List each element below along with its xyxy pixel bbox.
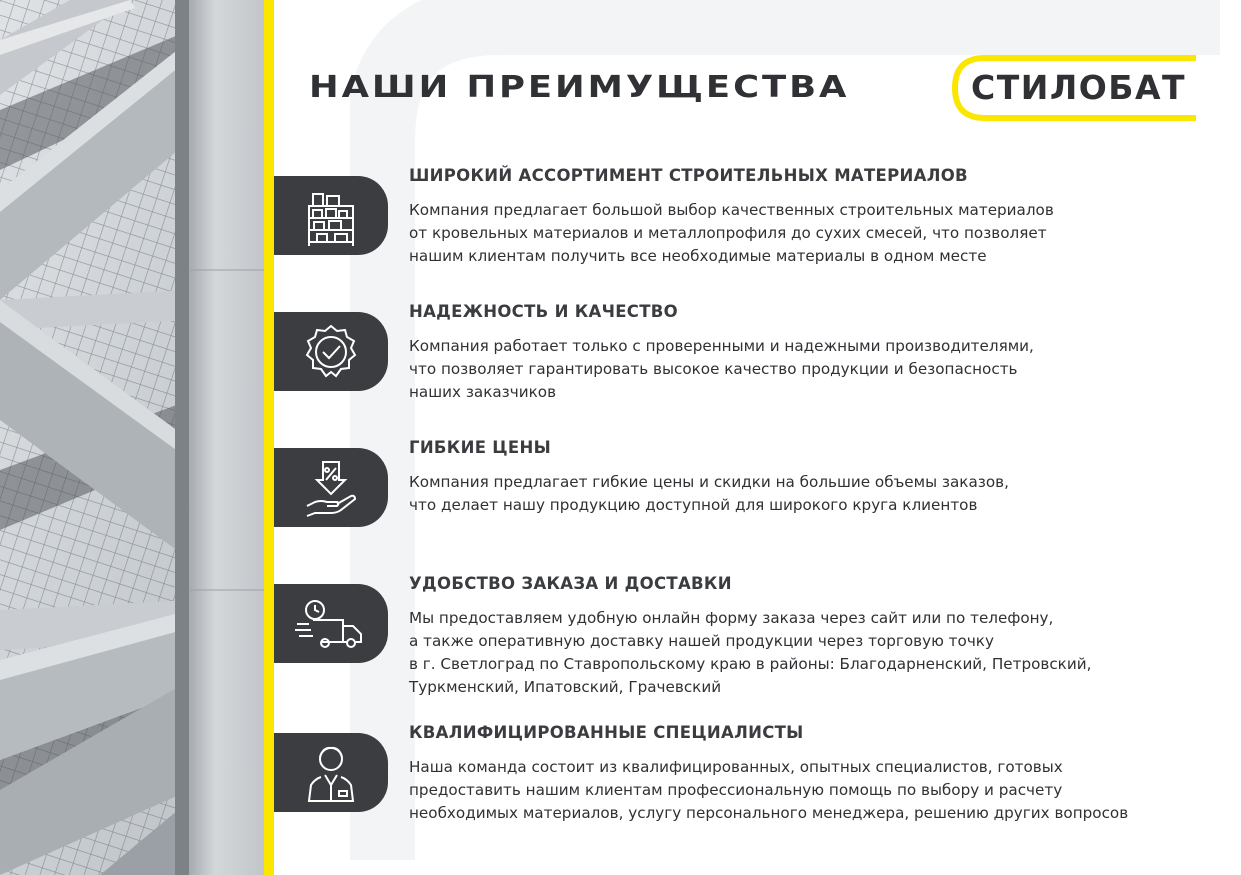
- logo-text: СТИЛОБАТ: [971, 68, 1187, 107]
- steel-structure-photo: [0, 0, 264, 875]
- item-title-quality: НАДЕЖНОСТЬ И КАЧЕСТВО: [409, 302, 678, 321]
- icon-tab-quality: [274, 312, 388, 391]
- item-title-specialists: КВАЛИФИЦИРОВАННЫЕ СПЕЦИАЛИСТЫ: [409, 723, 804, 742]
- delivery-truck-icon: [293, 594, 369, 654]
- company-logo[interactable]: [952, 55, 1196, 121]
- discount-hand-icon: [301, 458, 361, 518]
- item-text-specialists: Наша команда состоит из квалифицированных, опытных специалистов, готовых предоставить нашим клиентам профессиональную помощь по выбору и расчету необходимых материалов, услугу персонального менеджера, решению других вопросов: [409, 758, 1129, 822]
- icon-tab-specialists: [274, 733, 388, 812]
- shelves-icon: [301, 186, 361, 246]
- specialist-icon: [301, 741, 361, 805]
- icon-tab-assortment: [274, 176, 388, 255]
- item-title-assortment: ШИРОКИЙ АССОРТИМЕНТ СТРОИТЕЛЬНЫХ МАТЕРИАЛОВ: [409, 166, 968, 185]
- icon-tab-delivery: [274, 584, 388, 663]
- item-title-delivery: УДОБСТВО ЗАКАЗА И ДОСТАВКИ: [409, 574, 732, 593]
- item-text-prices: Компания предлагает гибкие цены и скидки на большие объемы заказов, что делает нашу продукцию доступной для широкого круга клиентов: [409, 473, 1009, 514]
- item-text-assortment: Компания предлагает большой выбор качественных строительных материалов от кровельных материалов и металлопрофиля до сухих смесей, что позволяет нашим клиентам получить все необходимые материалы в одном месте: [409, 201, 1054, 265]
- quality-badge-icon: [301, 322, 361, 382]
- icon-tab-prices: [274, 448, 388, 527]
- item-text-quality: Компания работает только с проверенными и надежными производителями, что позволяет гарантировать высокое качество продукции и безопасность наших заказчиков: [409, 337, 1034, 401]
- item-text-delivery: Мы предоставляем удобную онлайн форму заказа через сайт или по телефону, а также оперативную доставку нашей продукции через торговую точку в г. Светлоград по Ставропольскому краю в районы: Благодарненский, Петровский, Туркменский, Ипатовский, Грачевский: [409, 609, 1092, 696]
- page-title: НАШИ ПРЕИМУЩЕСТВА: [309, 70, 850, 105]
- item-title-prices: ГИБКИЕ ЦЕНЫ: [409, 438, 551, 457]
- accent-stripe: [264, 0, 274, 875]
